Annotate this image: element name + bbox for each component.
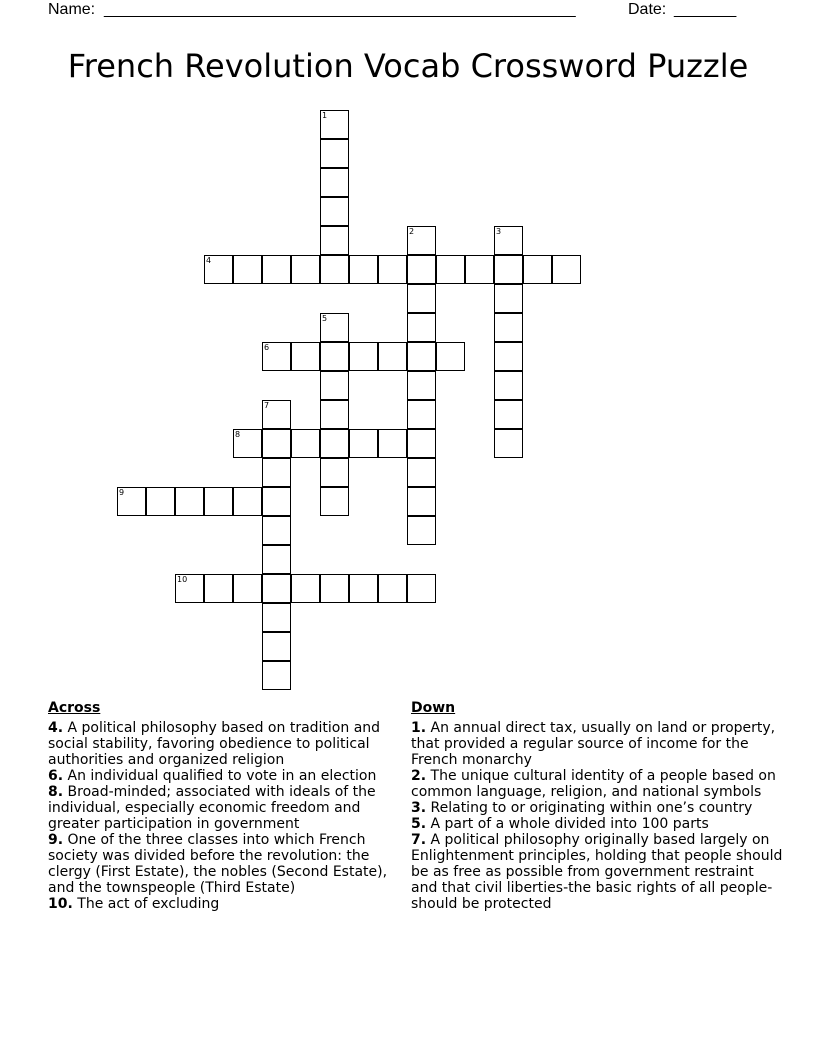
clue-text: A political philosophy originally based largely on Enlightenment principles, holding that people should be as free as possible from government restraint and that civil liberties-the basic rights of all people-should be protected [411,832,783,912]
crossword-cell[interactable] [494,429,523,458]
crossword-cell[interactable] [436,342,465,371]
crossword-cell[interactable] [320,139,349,168]
down-clue-list [411,720,783,912]
crossword-cell[interactable] [262,487,291,516]
across-clue [48,768,408,784]
crossword-cell[interactable] [262,255,291,284]
clue-number-label: 6. [48,768,64,784]
clue-number-label: 5. [411,816,427,832]
down-clue [411,832,783,912]
crossword-cell[interactable] [378,255,407,284]
crossword-cell[interactable] [407,574,436,603]
crossword-cell[interactable] [407,516,436,545]
clue-number-label: 4. [48,720,64,736]
clue-number: 2 [409,227,415,236]
crossword-cell[interactable] [117,487,146,516]
down-clue [411,800,783,816]
crossword-cell[interactable] [291,429,320,458]
crossword-cell[interactable] [320,255,349,284]
crossword-cell[interactable] [204,487,233,516]
clue-number-label: 2. [411,768,427,784]
crossword-cell[interactable] [407,487,436,516]
crossword-cell[interactable] [146,487,175,516]
crossword-cell[interactable] [262,342,291,371]
crossword-cell[interactable] [407,313,436,342]
across-clue [48,720,408,768]
crossword-cell[interactable] [320,487,349,516]
crossword-cell[interactable] [378,429,407,458]
date-field[interactable]: _______ [674,1,737,18]
clue-number: 6 [264,343,270,352]
clue-number: 7 [264,401,270,410]
clue-number: 4 [206,256,212,265]
clue-text: Broad-minded; associated with ideals of the individual, especially economic freedom and greater participation in government [48,784,376,832]
crossword-cell[interactable] [407,429,436,458]
crossword-cell[interactable] [262,545,291,574]
crossword-cell[interactable] [494,313,523,342]
clue-text: One of the three classes into which French society was divided before the revolution: the clergy (First Estate), the nobles (Second Estate), and the townspeople (Third Estate) [48,832,388,896]
crossword-cell[interactable] [552,255,581,284]
down-heading: Down [411,700,456,716]
crossword-cell[interactable] [233,255,262,284]
crossword-cell[interactable] [494,255,523,284]
clue-text: An annual direct tax, usually on land or property, that provided a regular source of income for the French monarchy [411,720,776,768]
crossword-cell[interactable] [494,400,523,429]
crossword-cell[interactable] [233,429,262,458]
down-clue [411,816,783,832]
across-clue [48,832,408,896]
clue-text: The unique cultural identity of a people based on common language, religion, and national symbols [411,768,776,800]
crossword-cell[interactable] [494,284,523,313]
date-label: Date: [628,1,667,18]
across-clues [48,700,408,912]
crossword-cell[interactable] [523,255,552,284]
clue-number: 1 [322,111,328,120]
clue-number: 3 [496,227,502,236]
across-clue [48,784,408,832]
clue-text: A political philosophy based on tradition and social stability, favoring obedience to political authorities and organized religion [48,720,381,768]
crossword-cell[interactable] [291,342,320,371]
clue-number: 5 [322,314,328,323]
clue-number: 9 [119,488,125,497]
down-clue [411,720,783,768]
crossword-cell[interactable] [262,574,291,603]
clue-number-label: 7. [411,832,427,848]
crossword-cell[interactable] [349,429,378,458]
clue-number-label: 8. [48,784,64,800]
clue-text: A part of a whole divided into 100 parts [426,816,709,832]
crossword-cell[interactable] [320,313,349,342]
crossword-cell[interactable] [262,429,291,458]
across-clue [48,896,408,912]
crossword-cell[interactable] [262,661,291,690]
clue-text: The act of excluding [72,896,220,912]
crossword-cell[interactable] [262,458,291,487]
clue-number-label: 1. [411,720,427,736]
crossword-cell[interactable] [349,574,378,603]
crossword-cell[interactable] [320,458,349,487]
crossword-cell[interactable] [320,400,349,429]
crossword-cell[interactable] [262,516,291,545]
clue-number-label: 10. [48,896,73,912]
crossword-cell[interactable] [494,342,523,371]
crossword-cell[interactable] [407,226,436,255]
clue-text: An individual qualified to vote in an election [63,768,377,784]
crossword-cell[interactable] [407,342,436,371]
crossword-cell[interactable] [262,603,291,632]
crossword-cell[interactable] [494,371,523,400]
clue-number: 8 [235,430,241,439]
crossword-cell[interactable] [349,255,378,284]
down-clues [411,700,783,912]
clue-number: 10 [177,575,188,584]
crossword-cell[interactable] [320,110,349,139]
crossword-cell[interactable] [378,574,407,603]
crossword-cell[interactable] [233,487,262,516]
crossword-cell[interactable] [407,255,436,284]
crossword-cell[interactable] [320,574,349,603]
crossword-cell[interactable] [175,487,204,516]
page-title: French Revolution Vocab Crossword Puzzle [67,47,749,85]
down-clue [411,768,783,800]
crossword-cell[interactable] [204,255,233,284]
clue-number-label: 9. [48,832,64,848]
crossword-cell[interactable] [291,574,320,603]
crossword-cell[interactable] [320,429,349,458]
name-label: Name: [48,1,96,18]
crossword-cell[interactable] [262,632,291,661]
across-clue-list [48,720,408,912]
crossword-cell[interactable] [407,371,436,400]
crossword-cell[interactable] [320,342,349,371]
crossword-cell[interactable] [233,574,262,603]
crossword-cell[interactable] [494,226,523,255]
crossword-cell[interactable] [291,255,320,284]
crossword-cell[interactable] [262,400,291,429]
crossword-cell[interactable] [407,458,436,487]
crossword-cell[interactable] [204,574,233,603]
crossword-cell[interactable] [320,168,349,197]
crossword-cell[interactable] [436,255,465,284]
crossword-cell[interactable] [465,255,494,284]
crossword-cell[interactable] [407,400,436,429]
crossword-cell[interactable] [320,226,349,255]
crossword-cell[interactable] [175,574,204,603]
crossword-cell[interactable] [320,197,349,226]
across-heading: Across [48,700,101,716]
crossword-cell[interactable] [349,342,378,371]
crossword-cell[interactable] [320,371,349,400]
clue-text: Relating to or originating within one’s country [426,800,753,816]
crossword-cell[interactable] [378,342,407,371]
name-field[interactable]: _____________________________________________________ [104,1,576,18]
clue-number-label: 3. [411,800,427,816]
crossword-cell[interactable] [407,284,436,313]
